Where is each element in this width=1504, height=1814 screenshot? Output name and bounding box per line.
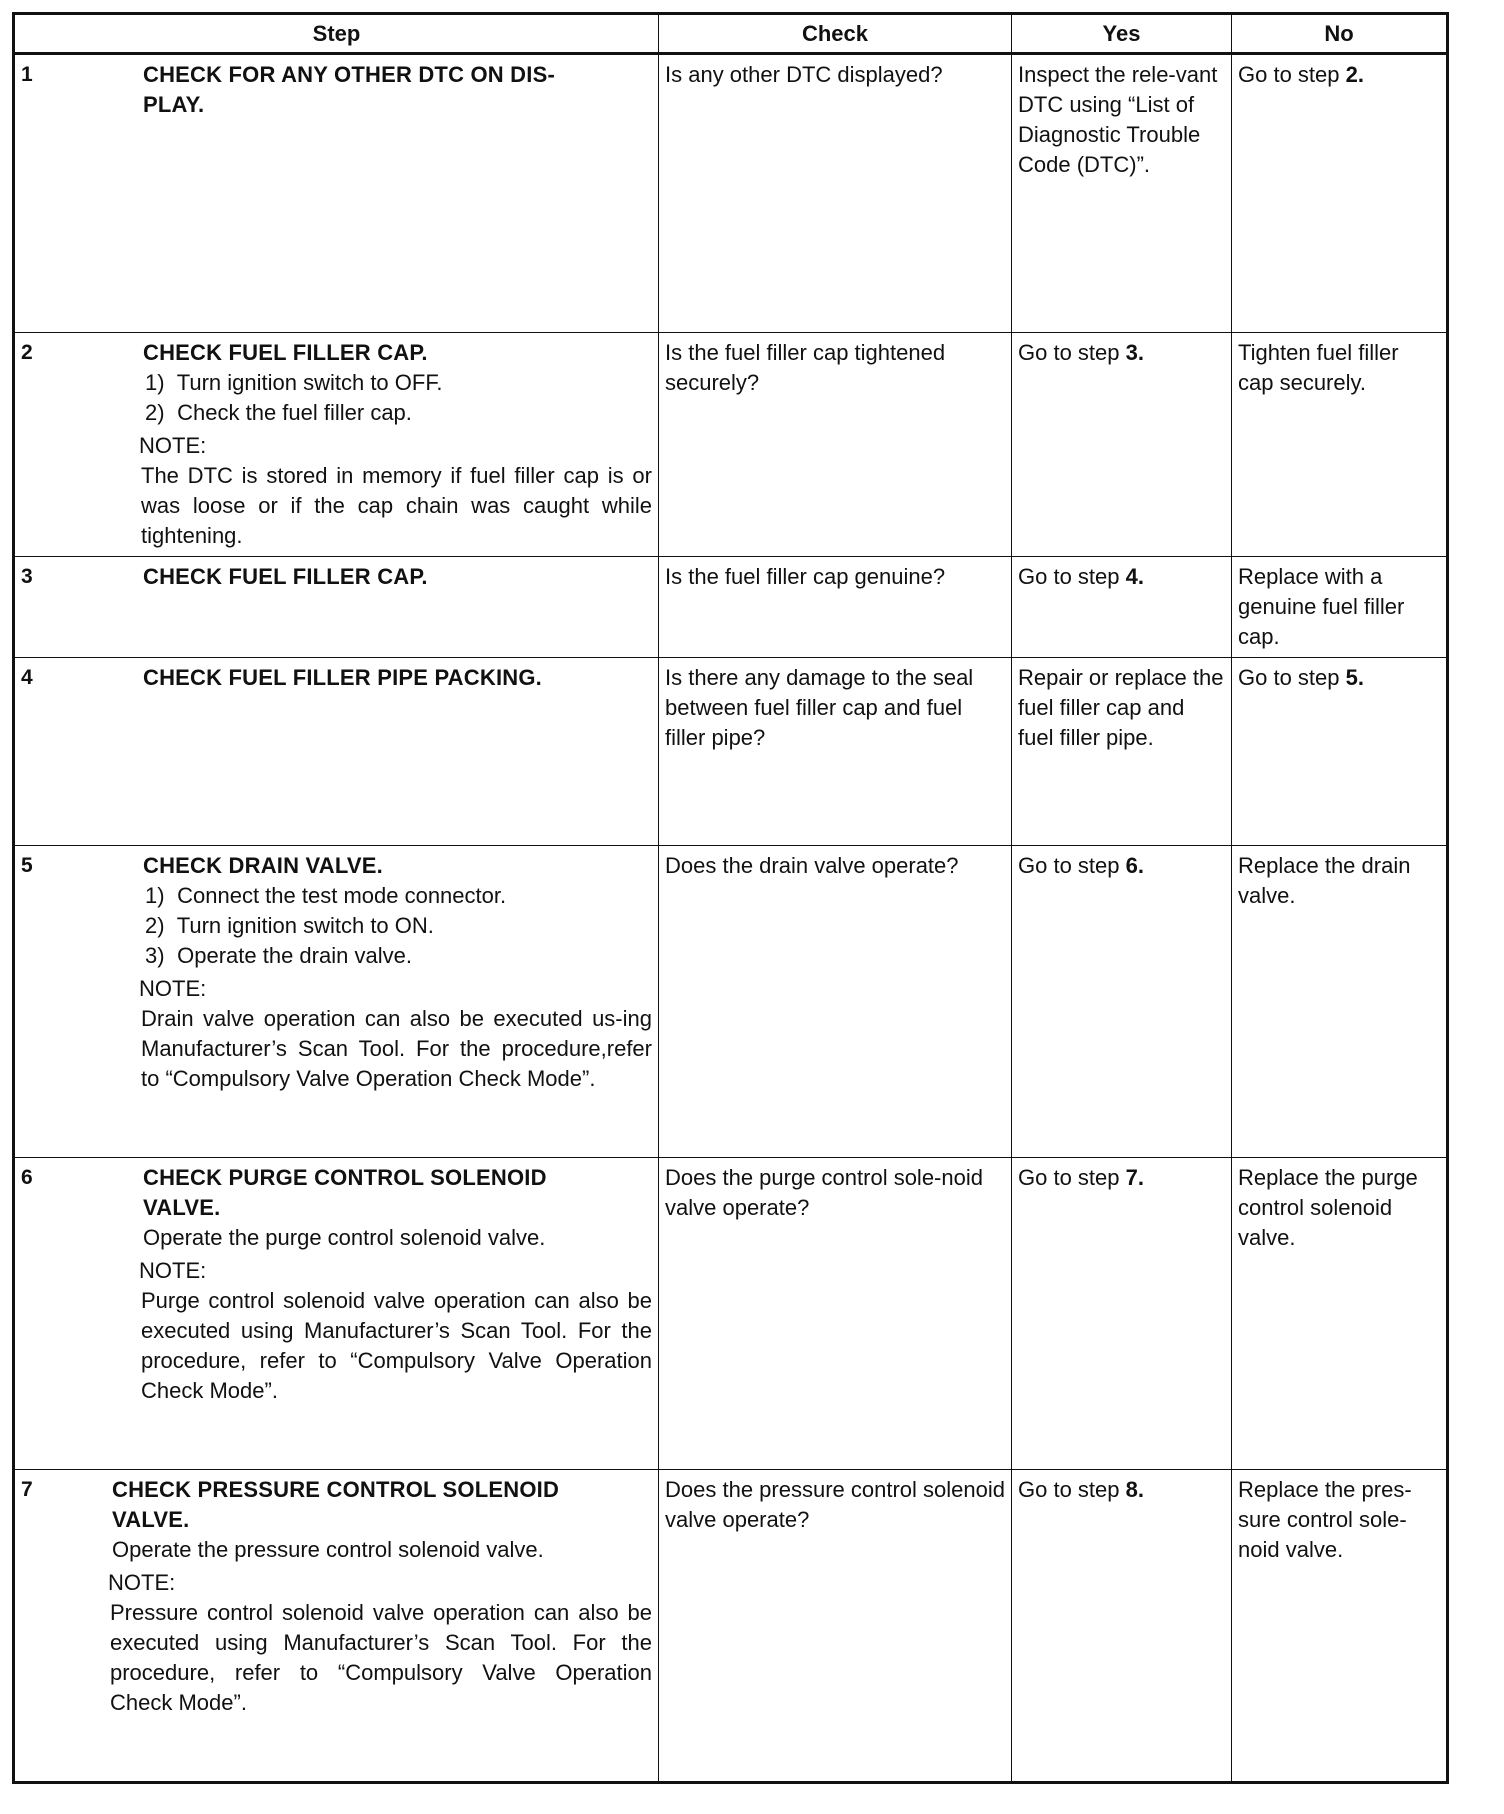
step-cell <box>14 333 659 557</box>
step-title: CHECK FUEL FILLER CAP. <box>143 564 428 589</box>
check-question: Is there any damage to the seal between fuel filler cap and fuel filler pipe? <box>665 665 974 750</box>
no-action-text: Tighten fuel filler cap securely. <box>1238 340 1399 395</box>
step-cell <box>14 1470 659 1783</box>
no-action-text: Replace the pres-sure control sole-noid valve. <box>1238 1477 1412 1562</box>
table-row <box>14 1470 1448 1783</box>
check-cell <box>659 1470 1012 1783</box>
substep-text: Operate the drain valve. <box>177 943 412 968</box>
substep-text: Turn ignition switch to ON. <box>176 913 434 938</box>
yes-cell <box>1012 54 1232 333</box>
step-cell <box>14 54 659 333</box>
step-cell <box>14 846 659 1158</box>
table-row <box>14 1158 1448 1470</box>
step-title: CHECK FUEL FILLER CAP. <box>143 340 428 365</box>
step-title: PLAY. <box>143 92 205 117</box>
substep-text: Connect the test mode connector. <box>177 883 507 908</box>
yes-cell <box>1012 846 1232 1158</box>
note-text: Purge control solenoid valve operation can also be executed using Manufacturer’s Scan Tool. For the procedure, refer to “Compulsory Valve Operation Check Mode”. <box>141 1288 652 1403</box>
step-column-header: Step <box>14 14 659 54</box>
no-step-number: 2. <box>1345 62 1364 87</box>
no-cell <box>1232 1158 1448 1470</box>
substep-list <box>143 368 652 428</box>
no-cell <box>1232 846 1448 1158</box>
yes-cell <box>1012 1470 1232 1783</box>
step-cell <box>14 1158 659 1470</box>
check-question: Does the pressure control solenoid valve operate? <box>665 1477 1005 1532</box>
no-cell <box>1232 54 1448 333</box>
table-row <box>14 658 1448 846</box>
yes-cell <box>1012 333 1232 557</box>
yes-goto-step: Go to step 8. <box>1018 1477 1144 1502</box>
no-action-text: Replace with a genuine fuel filler cap. <box>1238 564 1405 649</box>
yes-goto-step: Go to step 7. <box>1018 1165 1144 1190</box>
table-row <box>14 333 1448 557</box>
table-row <box>14 846 1448 1158</box>
note-text: Drain valve operation can also be executed us-ing Manufacturer’s Scan Tool. For the procedure,refer to “Compulsory Valve Operation Check Mode”. <box>141 1006 652 1091</box>
no-cell <box>1232 333 1448 557</box>
table-row <box>14 557 1448 658</box>
yes-step-number: 4. <box>1125 564 1144 589</box>
yes-column-header: Yes <box>1012 14 1232 54</box>
substep-number: 1) <box>145 883 165 908</box>
check-cell <box>659 54 1012 333</box>
step-number: 5 <box>21 854 33 877</box>
check-cell <box>659 333 1012 557</box>
note-label: NOTE: <box>108 1570 176 1595</box>
yes-cell <box>1012 658 1232 846</box>
header-row <box>14 14 1448 54</box>
check-question: Is the fuel filler cap tightened securely? <box>665 340 946 395</box>
substep-number: 2) <box>145 913 165 938</box>
step-instruction: Operate the pressure control solenoid valve. <box>112 1537 544 1562</box>
step-title: VALVE. <box>112 1507 190 1532</box>
step-title: VALVE. <box>143 1195 221 1220</box>
substep <box>143 368 652 398</box>
no-cell <box>1232 557 1448 658</box>
yes-goto-step: Go to step 6. <box>1018 853 1144 878</box>
substep <box>143 911 652 941</box>
step-number: 2 <box>21 341 33 364</box>
no-action-text: Replace the drain valve. <box>1238 853 1411 908</box>
step-number: 1 <box>21 63 33 86</box>
substep-number: 3) <box>145 943 165 968</box>
step-title: CHECK FUEL FILLER PIPE PACKING. <box>143 665 542 690</box>
note-label: NOTE: <box>139 433 207 458</box>
check-question: Is any other DTC displayed? <box>665 62 943 87</box>
step-number: 6 <box>21 1166 33 1189</box>
substep-number: 1) <box>145 370 165 395</box>
step-number: 3 <box>21 565 33 588</box>
substep-list <box>143 881 652 971</box>
yes-goto-step: Go to step 3. <box>1018 340 1144 365</box>
no-action-text: Replace the purge control solenoid valve. <box>1238 1165 1418 1250</box>
no-column-header: No <box>1232 14 1448 54</box>
yes-action-text: Repair or replace the fuel filler cap and fuel filler pipe. <box>1018 665 1224 750</box>
yes-cell <box>1012 1158 1232 1470</box>
step-title: CHECK DRAIN VALVE. <box>143 853 383 878</box>
yes-step-number: 8. <box>1125 1477 1144 1502</box>
check-cell <box>659 658 1012 846</box>
note-text: Pressure control solenoid valve operation can also be executed using Manufacturer’s Scan Tool. For the procedure, refer to “Compulsory Valve Operation Check Mode”. <box>110 1600 652 1715</box>
no-goto-step: Go to step 5. <box>1238 665 1364 690</box>
check-question: Does the purge control sole-noid valve operate? <box>665 1165 983 1220</box>
step-number: 7 <box>21 1478 33 1501</box>
substep <box>143 881 652 911</box>
check-cell <box>659 846 1012 1158</box>
check-cell <box>659 1158 1012 1470</box>
note-label: NOTE: <box>139 976 207 1001</box>
substep <box>143 398 652 428</box>
yes-step-number: 7. <box>1125 1165 1144 1190</box>
no-cell <box>1232 658 1448 846</box>
step-instruction: Operate the purge control solenoid valve. <box>143 1225 546 1250</box>
diagnostic-procedure-table <box>12 12 1449 1784</box>
step-title: CHECK PURGE CONTROL SOLENOID <box>143 1165 547 1190</box>
check-column-header: Check <box>659 14 1012 54</box>
note-label: NOTE: <box>139 1258 207 1283</box>
step-title: CHECK PRESSURE CONTROL SOLENOID <box>112 1477 560 1502</box>
table-row <box>14 54 1448 333</box>
no-cell <box>1232 1470 1448 1783</box>
check-cell <box>659 557 1012 658</box>
yes-goto-step: Go to step 4. <box>1018 564 1144 589</box>
no-goto-step: Go to step 2. <box>1238 62 1364 87</box>
yes-step-number: 6. <box>1125 853 1144 878</box>
no-step-number: 5. <box>1345 665 1364 690</box>
step-title: CHECK FOR ANY OTHER DTC ON DIS- <box>143 62 555 87</box>
step-cell <box>14 557 659 658</box>
note-text: The DTC is stored in memory if fuel filler cap is or was loose or if the cap chain was caught while tightening. <box>141 463 652 548</box>
yes-step-number: 3. <box>1125 340 1144 365</box>
substep <box>143 941 652 971</box>
step-number: 4 <box>21 666 33 689</box>
step-cell <box>14 658 659 846</box>
check-question: Is the fuel filler cap genuine? <box>665 564 946 589</box>
check-question: Does the drain valve operate? <box>665 853 959 878</box>
yes-action-text: Inspect the rele-vant DTC using “List of Diagnostic Trouble Code (DTC)”. <box>1018 62 1218 177</box>
yes-cell <box>1012 557 1232 658</box>
substep-number: 2) <box>145 400 165 425</box>
substep-text: Check the fuel filler cap. <box>177 400 412 425</box>
substep-text: Turn ignition switch to OFF. <box>176 370 443 395</box>
